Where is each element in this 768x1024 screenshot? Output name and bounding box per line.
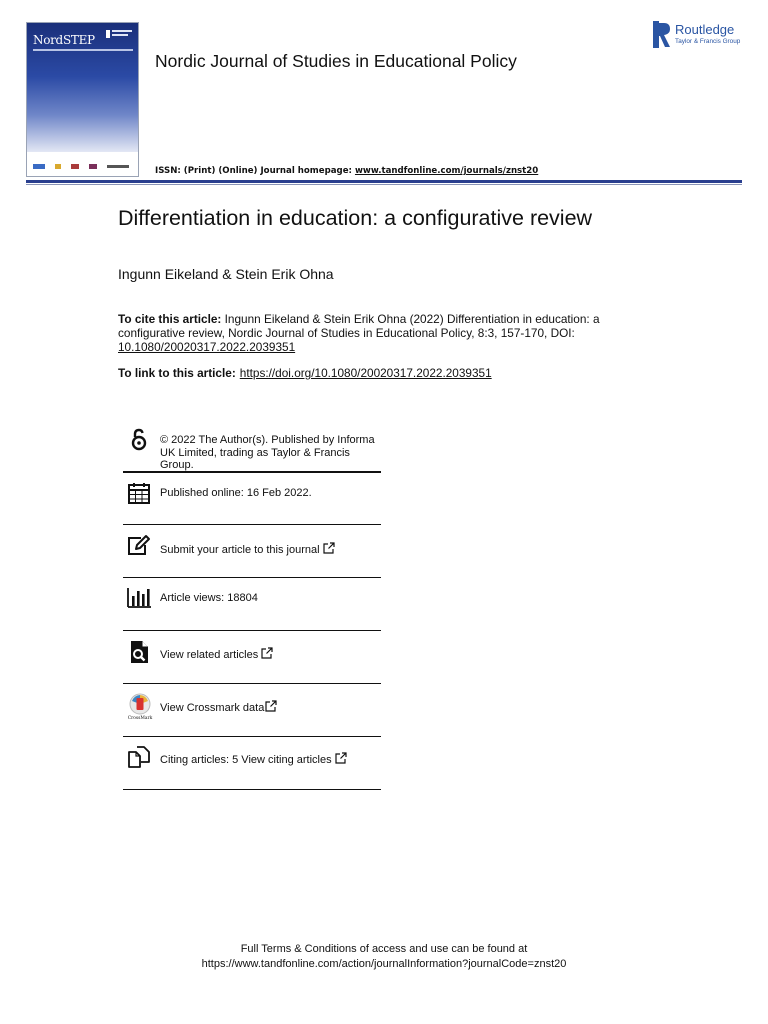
info-divider bbox=[123, 630, 381, 631]
article-authors: Ingunn Eikeland & Stein Erik Ohna bbox=[118, 266, 334, 282]
open-access-icon bbox=[127, 428, 151, 452]
license-line-2: UK Limited, trading as Taylor & Francis bbox=[160, 446, 350, 459]
header-divider-thin bbox=[26, 184, 742, 185]
info-divider bbox=[123, 471, 381, 473]
info-divider bbox=[123, 736, 381, 737]
cite-text: Ingunn Eikeland & Stein Erik Ohna (2022) Differentiation in education: a configurative review, Nordic Journal of Studies in Educational Policy, 8:3, 157-170, DOI: bbox=[118, 312, 600, 340]
footer-terms-link[interactable]: https://www.tandfonline.com/action/journalInformation?journalCode=znst20 bbox=[201, 958, 567, 970]
bar-chart-icon bbox=[127, 586, 151, 610]
external-link-icon bbox=[335, 752, 347, 764]
submit-article-link[interactable]: Submit your article to this journal bbox=[160, 544, 320, 556]
edit-icon bbox=[127, 534, 151, 558]
cover-partner-logos bbox=[27, 152, 138, 176]
crossmark-icon bbox=[127, 693, 153, 721]
crossmark-logo-text: CrossMark bbox=[127, 716, 153, 721]
info-divider bbox=[123, 789, 381, 790]
footer-terms bbox=[0, 942, 768, 972]
external-link-icon bbox=[261, 647, 273, 659]
cover-routledge-logo bbox=[106, 30, 132, 38]
copy-documents-icon bbox=[127, 745, 151, 769]
routledge-r-icon bbox=[653, 21, 671, 48]
journal-homepage-link[interactable]: www.tandfonline.com/journals/znst20 bbox=[354, 166, 539, 176]
journal-title: Nordic Journal of Studies in Educational Policy bbox=[155, 51, 517, 71]
article-link-line bbox=[118, 366, 492, 380]
issn-text: ISSN: (Print) (Online) Journal homepage: bbox=[155, 166, 355, 176]
calendar-icon bbox=[127, 481, 151, 505]
info-divider bbox=[123, 683, 381, 684]
cover-brand: NordSTEP bbox=[33, 33, 95, 47]
link-label: To link to this article: bbox=[118, 366, 236, 380]
header-divider bbox=[26, 180, 742, 183]
routledge-logo bbox=[653, 21, 753, 49]
published-date: Published online: 16 Feb 2022. bbox=[160, 487, 312, 499]
issn-line bbox=[155, 166, 538, 176]
article-doi-link[interactable]: https://doi.org/10.1080/20020317.2022.2039351 bbox=[239, 366, 492, 380]
citing-articles-link[interactable]: Citing articles: 5 View citing articles bbox=[160, 754, 332, 766]
document-search-icon bbox=[127, 640, 151, 664]
license-line-3: Group. bbox=[160, 459, 194, 471]
publisher-name: Routledge bbox=[675, 22, 735, 37]
external-link-icon bbox=[265, 700, 277, 712]
crossmark-link[interactable]: View Crossmark data bbox=[160, 702, 265, 714]
info-divider bbox=[123, 524, 381, 525]
journal-cover-image bbox=[26, 22, 139, 177]
publisher-group: Taylor & Francis Group bbox=[675, 38, 741, 45]
cite-label: To cite this article: bbox=[118, 312, 222, 326]
cover-subtitle bbox=[33, 49, 133, 51]
cite-doi-link[interactable]: 10.1080/20020317.2022.2039351 bbox=[118, 340, 296, 354]
related-articles-link[interactable]: View related articles bbox=[160, 649, 259, 661]
external-link-icon bbox=[323, 542, 335, 554]
info-divider bbox=[123, 577, 381, 578]
citation-block bbox=[118, 312, 638, 354]
license-line-1: © 2022 The Author(s). Published by Informa bbox=[160, 434, 375, 446]
article-title: Differentiation in education: a configurative review bbox=[118, 206, 593, 230]
footer-line-1: Full Terms & Conditions of access and use can be found at bbox=[240, 943, 528, 955]
article-views: Article views: 18804 bbox=[160, 592, 258, 604]
